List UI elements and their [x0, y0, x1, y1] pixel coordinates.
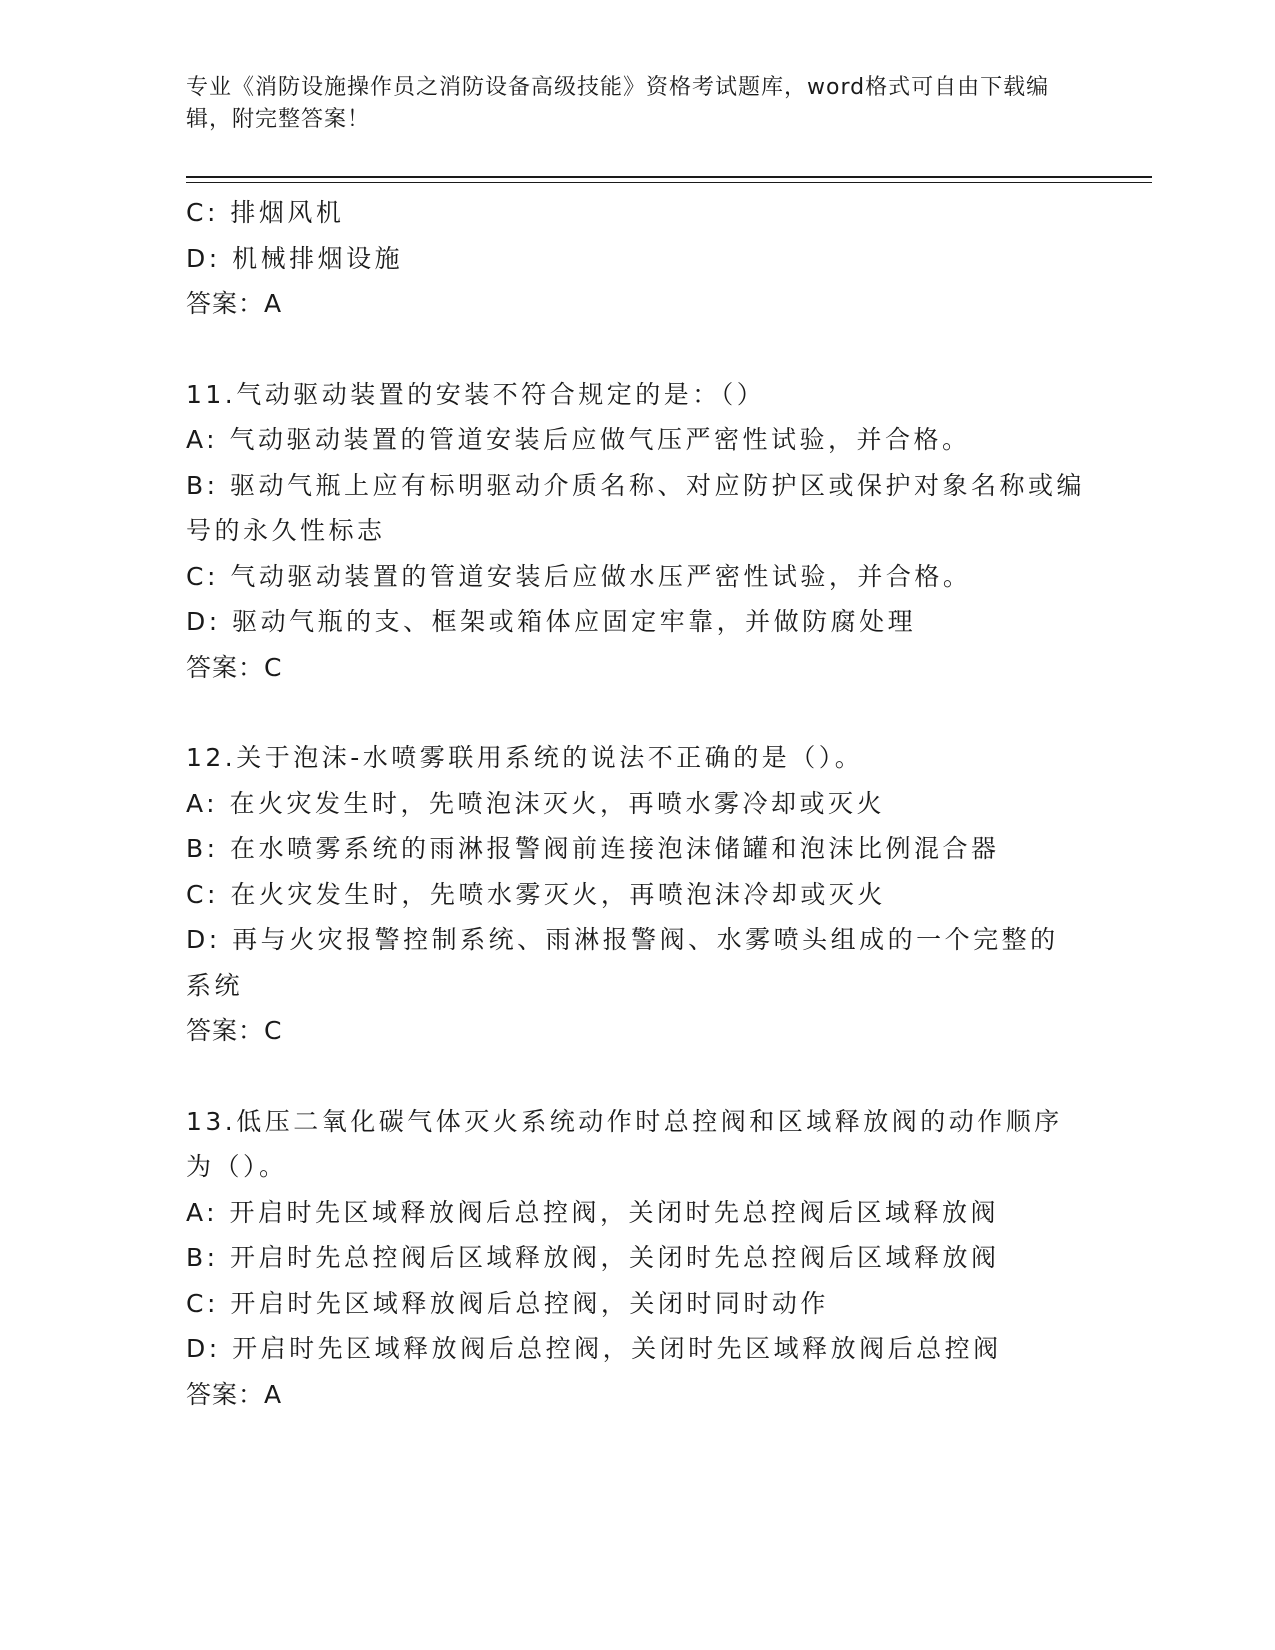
option-d: D: 再与火灾报警控制系统、雨淋报警阀、水雾喷头组成的一个完整的系统	[186, 925, 1059, 1000]
option-c: C: 气动驱动装置的管道安装后应做水压严密性试验，并合格。	[186, 561, 972, 591]
header-divider-thick	[186, 176, 1152, 178]
option-c: C: 排烟风机	[186, 198, 345, 227]
answer: 答案：A	[186, 1379, 283, 1409]
option-a: A: 气动驱动装置的管道安装后应做气压严密性试验，并合格。	[186, 425, 971, 454]
question-stem: 11.气动驱动装置的安装不符合规定的是：（）	[186, 379, 766, 409]
answer: 答案：C	[186, 652, 283, 682]
option-c: C: 在火灾发生时，先喷水雾灭火，再喷泡沫冷却或灭火	[186, 879, 886, 909]
question-stem: 13.低压二氧化碳气体灭火系统动作时总控阀和区域释放阀的动作顺序为（）。	[186, 1106, 1063, 1181]
option-d: D: 开启时先区域释放阀后总控阀，关闭时先区域释放阀后总控阀	[186, 1334, 1002, 1363]
option-a: A: 开启时先区域释放阀后总控阀，关闭时先总控阀后区域释放阀	[186, 1197, 1000, 1227]
continued-question	[186, 190, 1086, 327]
option-d: D: 机械排烟设施	[186, 243, 404, 273]
option-d: D: 驱动气瓶的支、框架或箱体应固定牢靠，并做防腐处理	[186, 607, 917, 636]
option-b: B: 驱动气瓶上应有标明驱动介质名称、对应防护区或保护对象名称或编号的永久性标志	[186, 470, 1086, 545]
question-12	[186, 735, 1086, 1054]
question-11	[186, 372, 1086, 691]
document-header	[186, 72, 1086, 136]
option-b: B: 开启时先总控阀后区域释放阀，关闭时先总控阀后区域释放阀	[186, 1243, 1000, 1272]
document-body	[186, 190, 1086, 1417]
header-text: 专业《消防设施操作员之消防设备高级技能》资格考试题库，word格式可自由下载编辑，附完整答案！	[186, 75, 1050, 132]
header-divider-thin	[186, 182, 1152, 183]
option-c: C: 开启时先区域释放阀后总控阀，关闭时同时动作	[186, 1288, 829, 1318]
answer: 答案：A	[186, 289, 283, 318]
question-stem: 12.关于泡沫-水喷雾联用系统的说法不正确的是（）。	[186, 743, 864, 772]
option-b: B: 在水喷雾系统的雨淋报警阀前连接泡沫储罐和泡沫比例混合器	[186, 834, 1000, 863]
answer: 答案：C	[186, 1016, 283, 1045]
question-13	[186, 1099, 1086, 1418]
option-a: A: 在火灾发生时，先喷泡沫灭火，再喷水雾冷却或灭火	[186, 788, 886, 818]
